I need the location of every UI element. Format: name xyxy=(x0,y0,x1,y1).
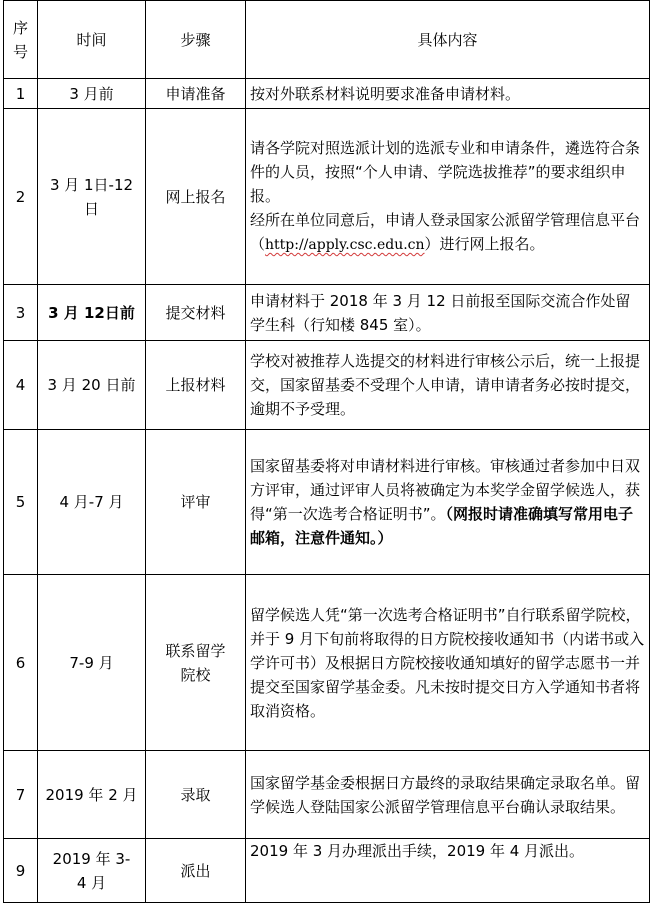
row-no: 9 xyxy=(4,839,38,903)
row-content xyxy=(246,109,650,285)
table-row xyxy=(4,341,650,430)
row-content-part: 请各学院对照选派计划的选派专业和申请条件，遴选符合条件的人员，按照“个人申请、学院选拔推荐”的要求组织申报。 xyxy=(250,139,641,205)
header-no: 序号 xyxy=(4,1,38,79)
table-row xyxy=(4,109,650,285)
row-content: 留学候选人凭“第一次选考合格证明书”自行联系留学院校，并于 9 月下旬前将取得的日方院校接收通知书（内诺书或入学许可书）及根据日方院校接收通知填好的留学志愿书一并提交至国家留学基金委。凡未按时提交日方入学通知书者将取消资格。 xyxy=(246,575,650,751)
row-content: 学校对被推荐人选提交的材料进行审核公示后，统一上报提交，国家留基委不受理个人申请，请申请者务必按时提交，逾期不予受理。 xyxy=(246,341,650,430)
table-row xyxy=(4,575,650,751)
row-time: 3 月 20 日前 xyxy=(38,341,146,430)
row-time: 2019 年 2 月 xyxy=(38,751,146,839)
table-row xyxy=(4,839,650,903)
row-step: 提交材料 xyxy=(146,285,246,341)
row-step: 联系留学院校 xyxy=(146,575,246,751)
row-step: 评审 xyxy=(146,430,246,575)
table-row xyxy=(4,751,650,839)
row-content: 国家留基委将对申请材料进行审核。审核通过者参加中日双方评审，通过评审人员将被确定为本奖学金留学候选人，获得“第一次选考合格证明书”。（网报时请准确填写常用电子邮箱，注意件通知。） xyxy=(246,430,650,575)
row-time: 3 月 12日前 xyxy=(38,285,146,341)
row-no: 1 xyxy=(4,79,38,109)
row-no: 6 xyxy=(4,575,38,751)
row-step: 网上报名 xyxy=(146,109,246,285)
row-no: 2 xyxy=(4,109,38,285)
row-time: 4 月-7 月 xyxy=(38,430,146,575)
table-row xyxy=(4,79,650,109)
row-content-part: 经所在单位同意后，申请人登录国家公派留学管理信息平台（http://apply.csc.edu.cn）进行网上报名。 xyxy=(250,211,641,253)
email-notice: （网报时请准确填写常用电子邮箱，注意件通知。） xyxy=(250,505,634,547)
row-no: 3 xyxy=(4,285,38,341)
row-time: 2019 年 3-4 月 xyxy=(38,839,146,903)
row-time: 3 月前 xyxy=(38,79,146,109)
row-content: 按对外联系材料说明要求准备申请材料。 xyxy=(246,79,650,109)
row-step: 派出 xyxy=(146,839,246,903)
row-step: 上报材料 xyxy=(146,341,246,430)
platform-link[interactable]: http://apply.csc.edu.cn xyxy=(265,237,425,253)
table-row xyxy=(4,285,650,341)
row-content: 国家留学基金委根据日方最终的录取结果确定录取名单。留学候选人登陆国家公派留学管理信息平台确认录取结果。 xyxy=(246,751,650,839)
row-content: 2019 年 3 月办理派出手续，2019 年 4 月派出。 xyxy=(246,839,650,903)
row-time: 3 月 1日-12日 xyxy=(38,109,146,285)
row-no: 5 xyxy=(4,430,38,575)
table-row xyxy=(4,430,650,575)
schedule-table xyxy=(3,0,650,903)
row-no: 7 xyxy=(4,751,38,839)
header-content: 具体内容 xyxy=(246,1,650,79)
row-step: 申请准备 xyxy=(146,79,246,109)
row-no: 4 xyxy=(4,341,38,430)
header-time: 时间 xyxy=(38,1,146,79)
row-step: 录取 xyxy=(146,751,246,839)
row-content: 申请材料于 2018 年 3 月 12 日前报至国际交流合作处留学生科（行知楼 845 室）。 xyxy=(246,285,650,341)
table-header-row xyxy=(4,1,650,79)
row-time: 7-9 月 xyxy=(38,575,146,751)
header-step: 步骤 xyxy=(146,1,246,79)
